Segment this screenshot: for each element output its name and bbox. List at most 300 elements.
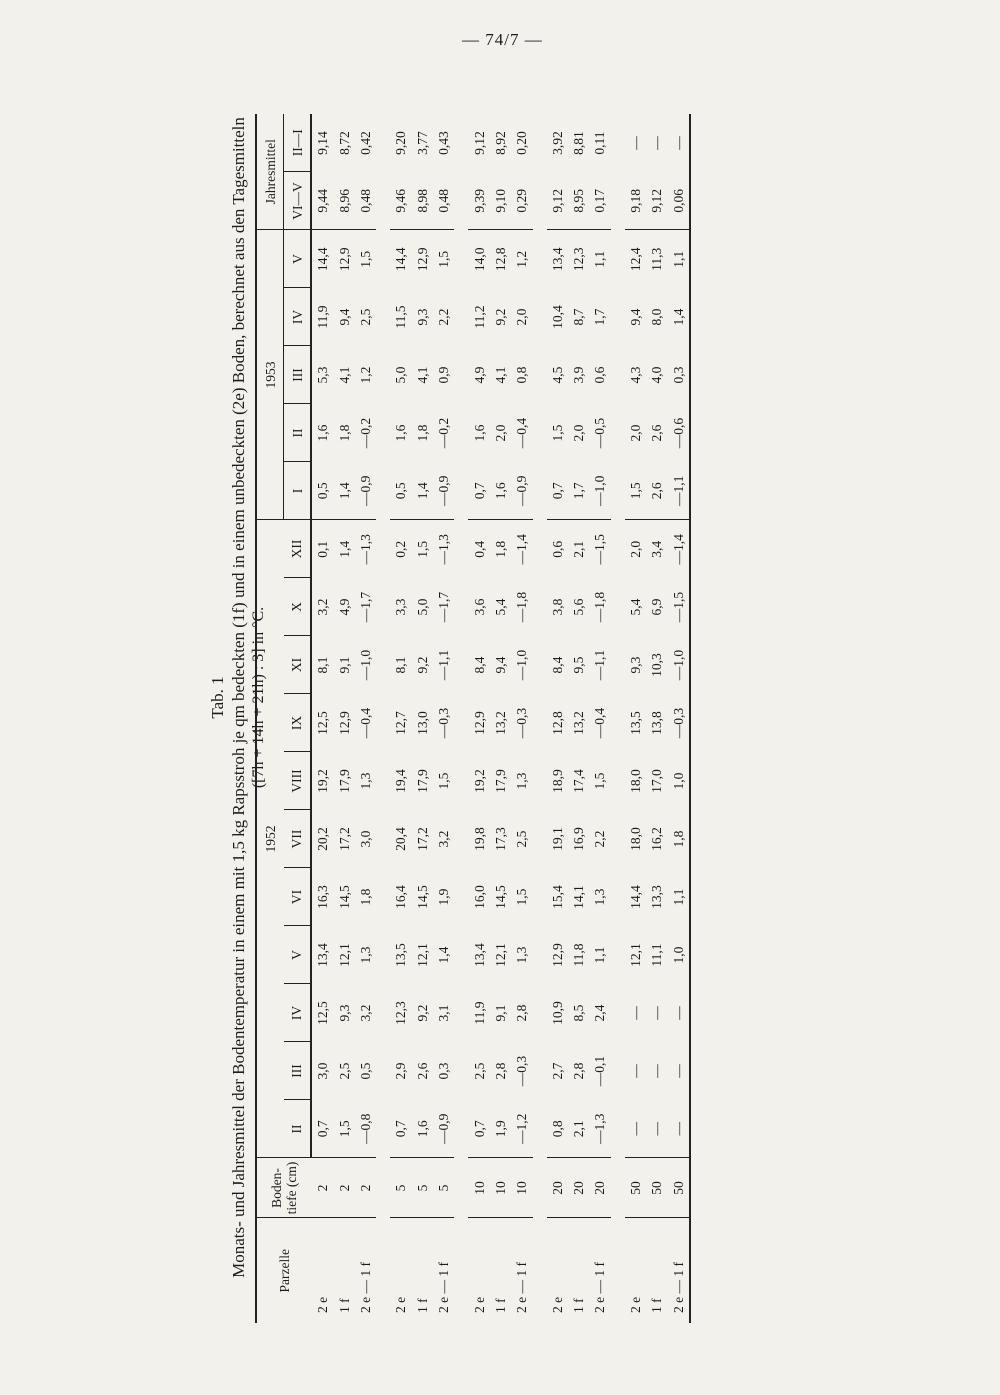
value-cell: 1,0: [670, 946, 686, 964]
parzelle-cell: 2 e — 1 f: [589, 1218, 610, 1323]
value-cell: 0,9: [436, 366, 452, 384]
value-cell: 9,3: [627, 656, 643, 674]
value-cell: 5,0: [393, 366, 409, 384]
value-cell: 0,5: [315, 482, 331, 500]
value-cell: 1,6: [414, 1120, 430, 1138]
value-cell: 1,6: [471, 424, 487, 442]
value-cell: 8,4: [549, 656, 565, 674]
value-cell: 1,4: [333, 520, 354, 578]
parzelle-cell: 2 e: [390, 1218, 411, 1323]
parzelle-cell: 2 e: [547, 1218, 568, 1323]
value-cell: 2,8: [492, 1062, 508, 1080]
value-cell: 3,8: [549, 598, 565, 616]
value-cell: 1,1: [667, 230, 689, 288]
value-cell: 8,0: [649, 308, 665, 326]
value-cell: 1,9: [492, 1120, 508, 1138]
bodentiefe-cell: 5: [412, 1158, 433, 1218]
value-cell: 1,5: [336, 1120, 352, 1138]
value-cell: 3,9: [571, 366, 587, 384]
value-cell: 19,2: [315, 769, 331, 793]
table-label: Tab. 1: [208, 676, 227, 719]
header-jahresmittel: Jahresmittel: [256, 114, 284, 230]
value-cell: 9,3: [414, 308, 430, 326]
value-cell: 13,2: [492, 711, 508, 735]
value-cell: 1,4: [414, 482, 430, 500]
month-header-1952: VI: [284, 868, 312, 926]
value-cell: 9,39: [471, 188, 487, 213]
value-cell: 17,0: [649, 769, 665, 793]
value-cell: 1,2: [511, 230, 532, 288]
value-cell: —: [649, 136, 665, 150]
value-cell: 3,4: [646, 520, 667, 578]
bodentiefe-cell: 5: [390, 1158, 411, 1218]
value-cell: 2,7: [549, 1062, 565, 1080]
table-row: [568, 114, 589, 1323]
value-cell: 17,9: [336, 769, 352, 793]
table-row: [355, 114, 376, 1323]
table-row: [490, 114, 511, 1323]
value-cell: 13,5: [393, 943, 409, 967]
value-cell: 9,20: [393, 131, 409, 155]
value-cell: 9,4: [627, 308, 643, 326]
value-cell: 12,4: [625, 230, 646, 288]
value-cell: —1,5: [589, 520, 610, 578]
value-cell: 14,4: [390, 230, 411, 288]
value-cell: 0,5: [393, 482, 409, 500]
value-cell: 2,9: [393, 1062, 409, 1080]
value-cell: 8,81: [571, 131, 587, 155]
value-cell: 9,2: [414, 1004, 430, 1022]
value-cell: —0,4: [357, 707, 373, 739]
value-cell: 0,4: [468, 520, 489, 578]
value-cell: 0,48: [357, 188, 373, 213]
value-cell: —0,4: [592, 707, 608, 739]
value-cell: 12,8: [549, 711, 565, 735]
value-cell: 12,9: [412, 230, 433, 288]
value-cell: 16,2: [649, 827, 665, 851]
month-header-1953: III: [284, 346, 312, 404]
value-cell: 12,3: [393, 1001, 409, 1025]
month-header-1953: II: [284, 404, 312, 462]
bodentiefe-cell: 2: [311, 1158, 333, 1218]
value-cell: 12,7: [393, 711, 409, 735]
value-cell: 0,6: [547, 520, 568, 578]
value-cell: 1,0: [670, 772, 686, 790]
value-cell: 10,4: [549, 305, 565, 329]
value-cell: —1,0: [592, 475, 608, 506]
value-cell: 2,5: [471, 1062, 487, 1080]
value-cell: 13,2: [571, 711, 587, 735]
value-cell: 12,1: [492, 943, 508, 967]
value-cell: 13,4: [471, 943, 487, 967]
value-cell: 3,0: [357, 830, 373, 848]
table-caption-formula: ([7h + 14h + 21h) : 3] in °C.: [250, 606, 267, 789]
value-cell: —1,0: [514, 649, 530, 681]
value-cell: 6,9: [649, 598, 665, 616]
value-cell: —: [649, 1122, 665, 1136]
month-header-1952: X: [284, 578, 312, 636]
value-cell: 3,1: [436, 1004, 452, 1022]
value-cell: 18,0: [627, 827, 643, 851]
parzelle-cell: 2 e — 1 f: [355, 1218, 376, 1323]
value-cell: 13,0: [414, 711, 430, 735]
value-cell: 11,9: [471, 1001, 487, 1025]
value-cell: 14,5: [336, 885, 352, 909]
value-cell: —0,3: [670, 707, 686, 739]
value-cell: 11,5: [393, 305, 409, 329]
value-cell: 11,2: [471, 305, 487, 329]
month-header-1953: IV: [284, 288, 312, 346]
parzelle-cell: 1 f: [333, 1218, 354, 1323]
value-cell: 10,9: [549, 1001, 565, 1025]
value-cell: 9,4: [336, 308, 352, 326]
value-cell: 1,5: [412, 520, 433, 578]
value-cell: 9,4: [492, 656, 508, 674]
value-cell: 19,1: [549, 827, 565, 851]
value-cell: —: [649, 1006, 665, 1020]
parzelle-cell: 2 e — 1 f: [667, 1218, 689, 1323]
value-cell: 2,2: [592, 830, 608, 848]
table-bottom-rule: [690, 114, 691, 1323]
value-cell: 8,72: [336, 131, 352, 155]
value-cell: 14,5: [414, 885, 430, 909]
month-header-row: [284, 114, 312, 1323]
value-cell: 0,7: [549, 482, 565, 500]
value-cell: —: [670, 136, 686, 150]
value-cell: 14,1: [571, 885, 587, 909]
value-cell: 13,8: [649, 711, 665, 735]
value-cell: 17,9: [492, 769, 508, 793]
value-cell: 14,5: [492, 885, 508, 909]
value-cell: 12,9: [336, 711, 352, 735]
value-cell: 8,5: [571, 1004, 587, 1022]
value-cell: 2,6: [649, 424, 665, 442]
table-row: [390, 114, 411, 1323]
value-cell: 9,2: [492, 308, 508, 326]
value-cell: 4,1: [414, 366, 430, 384]
value-cell: 17,2: [336, 827, 352, 851]
bodentiefe-cell: 10: [468, 1158, 489, 1218]
value-cell: 2,0: [514, 308, 530, 326]
value-cell: 1,5: [627, 482, 643, 500]
value-cell: 2,5: [357, 308, 373, 326]
value-cell: —0,2: [357, 417, 373, 449]
value-cell: —: [670, 1064, 686, 1078]
month-header-1952: XI: [284, 636, 312, 694]
value-cell: 1,3: [514, 772, 530, 790]
month-header-1952: VIII: [284, 752, 312, 810]
value-cell: 1,4: [336, 482, 352, 500]
value-cell: —1,4: [667, 520, 689, 578]
value-cell: —0,5: [592, 417, 608, 449]
value-cell: 1,5: [549, 424, 565, 442]
value-cell: 12,1: [414, 943, 430, 967]
value-cell: 13,3: [649, 885, 665, 909]
value-cell: 9,14: [315, 131, 331, 155]
value-cell: 1,5: [514, 888, 530, 906]
parzelle-cell: 1 f: [646, 1218, 667, 1323]
table-row: [589, 114, 610, 1323]
table-row: [667, 114, 689, 1323]
value-cell: —0,3: [514, 1055, 530, 1087]
bodentiefe-cell: 50: [625, 1158, 646, 1218]
value-cell: 3,6: [471, 598, 487, 616]
value-cell: 19,2: [471, 769, 487, 793]
value-cell: 4,1: [492, 366, 508, 384]
value-cell: 1,1: [592, 946, 608, 964]
value-cell: 2,6: [414, 1062, 430, 1080]
value-cell: 1,9: [436, 888, 452, 906]
value-cell: —0,3: [514, 707, 530, 739]
value-cell: —: [627, 1006, 643, 1020]
value-cell: 1,3: [357, 772, 373, 790]
parzelle-cell: 1 f: [490, 1218, 511, 1323]
value-cell: —1,3: [433, 520, 454, 578]
value-cell: 9,2: [414, 656, 430, 674]
month-header-1952: II: [284, 1100, 312, 1158]
value-cell: 2,8: [571, 1062, 587, 1080]
value-cell: 3,2: [436, 830, 452, 848]
value-cell: 9,1: [336, 656, 352, 674]
value-cell: —: [670, 1006, 686, 1020]
value-cell: 12,1: [627, 943, 643, 967]
value-cell: 19,8: [471, 827, 487, 851]
table-row: [511, 114, 532, 1323]
value-cell: —1,0: [357, 649, 373, 681]
header-year-1953: 1953: [256, 230, 284, 520]
annual-header: VI—V: [284, 172, 312, 230]
value-cell: —0,1: [592, 1055, 608, 1087]
value-cell: 8,95: [571, 188, 587, 213]
table-body: [311, 114, 690, 1323]
value-cell: 1,2: [357, 366, 373, 384]
value-cell: 16,4: [393, 885, 409, 909]
header-year-1952: 1952: [256, 520, 284, 1158]
value-cell: 0,06: [670, 188, 686, 213]
value-cell: 1,5: [436, 772, 452, 790]
value-cell: 1,8: [490, 520, 511, 578]
value-cell: 2,4: [592, 1004, 608, 1022]
value-cell: 5,4: [492, 598, 508, 616]
value-cell: 12,8: [490, 230, 511, 288]
parzelle-cell: 2 e: [468, 1218, 489, 1323]
value-cell: 14,0: [468, 230, 489, 288]
value-cell: 15,4: [549, 885, 565, 909]
value-cell: 18,9: [549, 769, 565, 793]
value-cell: —: [670, 1122, 686, 1136]
value-cell: 12,5: [315, 1001, 331, 1025]
value-cell: 12,5: [315, 711, 331, 735]
value-cell: —1,5: [670, 591, 686, 623]
value-cell: —: [627, 1064, 643, 1078]
value-cell: 4,9: [336, 598, 352, 616]
value-cell: 10,3: [649, 653, 665, 677]
value-cell: 17,3: [492, 827, 508, 851]
value-cell: 1,7: [592, 308, 608, 326]
value-cell: 1,3: [592, 888, 608, 906]
value-cell: 12,9: [333, 230, 354, 288]
value-cell: 17,2: [414, 827, 430, 851]
value-cell: 0,48: [436, 188, 452, 213]
value-cell: 9,46: [393, 188, 409, 213]
value-cell: 0,29: [514, 188, 530, 213]
value-cell: —0,2: [436, 417, 452, 449]
value-cell: 4,3: [627, 366, 643, 384]
value-cell: —1,3: [355, 520, 376, 578]
value-cell: —1,0: [670, 649, 686, 681]
value-cell: —0,6: [670, 417, 686, 449]
value-cell: —1,4: [511, 520, 532, 578]
value-cell: 13,4: [315, 943, 331, 967]
value-cell: 16,9: [571, 827, 587, 851]
value-cell: 9,44: [315, 188, 331, 213]
month-header-1952: III: [284, 1042, 312, 1100]
value-cell: 8,4: [471, 656, 487, 674]
value-cell: 2,6: [649, 482, 665, 500]
value-cell: 20,4: [393, 827, 409, 851]
table-row: [311, 114, 333, 1323]
header-bodentiefe: Boden-tiefe (cm): [256, 1158, 311, 1218]
month-header-1952: IV: [284, 984, 312, 1042]
value-cell: 0,3: [670, 366, 686, 384]
bodentiefe-cell: 50: [646, 1158, 667, 1218]
value-cell: —: [649, 1064, 665, 1078]
bodentiefe-cell: 5: [433, 1158, 454, 1218]
value-cell: 1,5: [433, 230, 454, 288]
value-cell: —1,1: [592, 649, 608, 681]
value-cell: 12,9: [549, 943, 565, 967]
table-caption: Monats- und Jahresmittel der Bodentemperatur in einem mit 1,5 kg Rapsstroh je qm bedeckten (1f) und in einem unbedeckten (2e) Boden, berechnet aus den Tagesmitteln: [229, 117, 248, 1278]
value-cell: 8,7: [571, 308, 587, 326]
value-cell: 1,5: [592, 772, 608, 790]
value-cell: 4,1: [336, 366, 352, 384]
value-cell: 1,4: [670, 308, 686, 326]
value-cell: 1,6: [315, 424, 331, 442]
value-cell: —: [627, 1122, 643, 1136]
value-cell: 3,3: [393, 598, 409, 616]
value-cell: 0,5: [357, 1062, 373, 1080]
value-cell: 4,5: [549, 366, 565, 384]
value-cell: 2,1: [571, 1120, 587, 1138]
value-cell: 2,5: [336, 1062, 352, 1080]
value-cell: 0,8: [549, 1120, 565, 1138]
table-row: [468, 114, 489, 1323]
value-cell: 8,1: [315, 656, 331, 674]
value-cell: 1,4: [436, 946, 452, 964]
bodentiefe-cell: 20: [568, 1158, 589, 1218]
value-cell: 14,4: [311, 230, 333, 288]
value-cell: 0,43: [436, 131, 452, 155]
value-cell: 0,7: [393, 1120, 409, 1138]
value-cell: 17,4: [571, 769, 587, 793]
value-cell: 1,1: [589, 230, 610, 288]
value-cell: —0,9: [436, 475, 452, 506]
value-cell: 4,9: [471, 366, 487, 384]
table-row: [412, 114, 433, 1323]
value-cell: 13,4: [547, 230, 568, 288]
value-cell: 1,3: [514, 946, 530, 964]
value-cell: 12,1: [336, 943, 352, 967]
value-cell: 9,5: [571, 656, 587, 674]
month-header-1952: IX: [284, 694, 312, 752]
parzelle-cell: 1 f: [568, 1218, 589, 1323]
annual-header: II—I: [284, 114, 312, 172]
value-cell: —1,3: [592, 1113, 608, 1144]
value-cell: —1,7: [436, 591, 452, 623]
value-cell: 2,8: [514, 1004, 530, 1022]
month-header-1952: VII: [284, 810, 312, 868]
value-cell: —1,7: [357, 591, 373, 623]
value-cell: 17,9: [414, 769, 430, 793]
value-cell: —0,9: [514, 475, 530, 506]
value-cell: 2,0: [492, 424, 508, 442]
value-cell: 13,5: [627, 711, 643, 735]
value-cell: 0,1: [311, 520, 333, 578]
value-cell: 0,17: [592, 188, 608, 213]
value-cell: 2,0: [627, 424, 643, 442]
value-cell: 0,20: [514, 131, 530, 155]
value-cell: 3,77: [414, 131, 430, 155]
value-cell: 12,9: [471, 711, 487, 735]
value-cell: 12,3: [568, 230, 589, 288]
value-cell: 4,0: [649, 366, 665, 384]
value-cell: 3,0: [315, 1062, 331, 1080]
value-cell: 0,3: [436, 1062, 452, 1080]
value-cell: 11,3: [646, 230, 667, 288]
value-cell: 5,4: [627, 598, 643, 616]
value-cell: 8,96: [336, 188, 352, 213]
temperature-table: [255, 114, 691, 1323]
value-cell: —0,4: [514, 417, 530, 449]
value-cell: 9,12: [471, 131, 487, 155]
value-cell: 1,8: [357, 888, 373, 906]
value-cell: 0,8: [514, 366, 530, 384]
value-cell: —1,1: [670, 475, 686, 506]
value-cell: 5,0: [414, 598, 430, 616]
month-header-1952: XII: [284, 520, 312, 578]
bodentiefe-cell: 20: [589, 1158, 610, 1218]
value-cell: —: [627, 136, 643, 150]
value-cell: 3,92: [549, 131, 565, 155]
bodentiefe-cell: 10: [490, 1158, 511, 1218]
value-cell: 0,7: [471, 1120, 487, 1138]
value-cell: 16,0: [471, 885, 487, 909]
value-cell: 1,8: [670, 830, 686, 848]
value-cell: 1,7: [571, 482, 587, 500]
table-row: [646, 114, 667, 1323]
value-cell: —1,8: [514, 591, 530, 623]
parzelle-cell: 2 e: [625, 1218, 646, 1323]
value-cell: 1,3: [357, 946, 373, 964]
value-cell: 14,4: [627, 885, 643, 909]
header-parzelle: Parzelle: [256, 1218, 311, 1323]
value-cell: 0,42: [357, 131, 373, 155]
table-row: [625, 114, 646, 1323]
parzelle-cell: 2 e: [311, 1218, 333, 1323]
value-cell: —1,1: [436, 649, 452, 681]
value-cell: —0,3: [436, 707, 452, 739]
table-row: [333, 114, 354, 1323]
value-cell: 0,6: [592, 366, 608, 384]
value-cell: 0,11: [592, 131, 608, 155]
parzelle-cell: 2 e — 1 f: [511, 1218, 532, 1323]
value-cell: 18,0: [627, 769, 643, 793]
value-cell: 9,1: [492, 1004, 508, 1022]
month-header-1952: V: [284, 926, 312, 984]
value-cell: 5,6: [571, 598, 587, 616]
value-cell: 1,6: [492, 482, 508, 500]
value-cell: 0,7: [471, 482, 487, 500]
